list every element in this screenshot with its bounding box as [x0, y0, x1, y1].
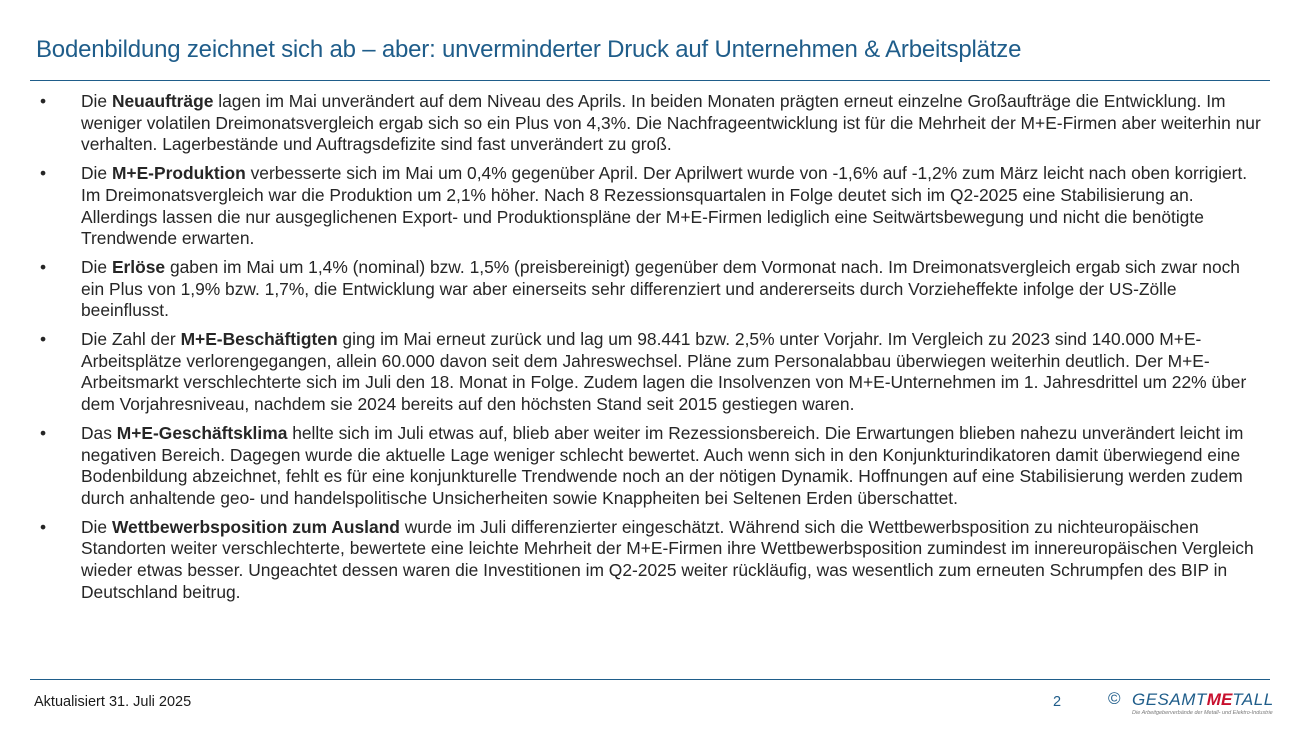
bullet-keyword: Wettbewerbsposition zum Ausland: [111, 516, 400, 537]
bullet-keyword: M+E-Geschäftsklima: [116, 422, 288, 443]
bullet-text: Die Wettbewerbsposition zum Ausland wurde im Juli differenzierter eingeschätzt. Während sich die Wettbewerbsposition zu nichteuropäischen Standorten weiter verschlechterte, bewertete eine leichte Mehrheit der M+E-Firmen ihre Wettbewerbsposition zumindest im innereuropäischen Vergleich wieder etwas besser. Ungeachtet dessen waren die Investitionen im Q2-2025 weiter rückläufig, was wesentlich zum erneuten Schrumpfen des BIP in Deutschland beitrug.: [81, 516, 1254, 602]
logo-wordmark: GESAMTMETALL: [1132, 690, 1274, 709]
bullet-keyword: Erlöse: [111, 256, 166, 277]
bullet-item-produktion: [36, 163, 1264, 250]
bullet-keyword: Neuaufträge: [111, 91, 214, 111]
bullet-keyword: M+E-Beschäftigten: [180, 329, 338, 350]
title-divider: [30, 80, 1270, 81]
footer-divider: [30, 679, 1270, 680]
bullet-marker: •: [40, 91, 47, 111]
bullet-item-beschaeftigte: [36, 329, 1264, 416]
gesamtmetall-logo: [1108, 688, 1278, 720]
bullet-text: Die M+E-Produktion verbesserte sich im Mai um 0,4% gegenüber April. Der Aprilwert wurde von -1,6% auf -1,2% zum März leicht nach oben korrigiert. Im Dreimonatsvergleich war die Produktion um 2,1% höher. Nach 8 Rezessionsquartalen in Folge deutet sich im Q2-2025 eine Stabilisierung an. Allerdings lassen die nur ausgeglichenen Export- und Produktionspläne der M+E-Firmen lediglich eine Seitwärtsbewegung und nicht die benötigte Trendwende erwarten.: [81, 163, 1248, 249]
bullet-marker: •: [40, 329, 47, 350]
bullet-text: Die Neuaufträge lagen im Mai unverändert auf dem Niveau des Aprils. In beiden Monaten prägten erneut einzelne Großaufträge die Entwicklung. Im weniger volatilen Dreimonatsvergleich ergab sich so ein Plus von 4,3%. Die Nachfrageentwicklung ist für die Mehrheit der M+E-Firmen aber weiterhin nur verhalten. Lagerbestände und Auftragsdefizite sind fast unverändert zu groß.: [81, 91, 1261, 155]
bullet-item-geschaeftsklima: [36, 423, 1264, 510]
bullet-text: Das M+E-Geschäftsklima hellte sich im Juli etwas auf, blieb aber weiter im Rezessionsbereich. Die Erwartungen blieben nahezu unverändert leicht im negativen Bereich. Dagegen wurde die aktuelle Lage weniger schlecht bewertet. Auch wenn sich in den Konjunkturindikatoren damit überwiegend eine Bodenbildung abzeichnet, fehlt es für eine konjunkturelle Trendwende noch an der nötigen Dynamik. Hoffnungen auf eine Stabilisierung werden zudem durch anhaltende geo- und handelspolitische Unsicherheiten sowie Knappheiten bei Seltenen Erden überschattet.: [81, 422, 1244, 508]
bullet-item-erloese: [36, 257, 1264, 322]
logo-tagline: Die Arbeitgeberverbände der Metall- und Elektro-Industrie: [1132, 710, 1273, 716]
bullet-marker: •: [40, 516, 47, 537]
slide-title: Bodenbildung zeichnet sich ab – aber: unverminderter Druck auf Unternehmen & Arbeitsplätze: [36, 36, 1022, 63]
bullet-keyword: M+E-Produktion: [111, 163, 246, 184]
bullet-text: Die Erlöse gaben im Mai um 1,4% (nominal) bzw. 1,5% (preisbereinigt) gegenüber dem Vormonat nach. Im Dreimonatsvergleich ergab sich zwar noch ein Plus von 1,9% bzw. 1,7%, die Entwicklung war aber einerseits sehr differenziert und andererseits durch Vorzieheffekte infolge der US-Zölle beeinflusst.: [81, 256, 1240, 321]
page-number: 2: [1053, 694, 1062, 710]
footer-date: Aktualisiert 31. Juli 2025: [34, 694, 192, 710]
bullet-item-wettbewerbsposition: [36, 517, 1264, 604]
bullet-list: [36, 91, 1264, 610]
bullet-marker: •: [40, 256, 47, 277]
bullet-marker: •: [40, 163, 47, 184]
bullet-marker: •: [40, 422, 47, 443]
bullet-item-neuauftraege: [36, 91, 1264, 156]
bullet-text: Die Zahl der M+E-Beschäftigten ging im Mai erneut zurück und lag um 98.441 bzw. 2,5% unter Vorjahr. Im Vergleich zu 2023 sind 140.000 M+E-Arbeitsplätze verlorengegangen, allein 60.000 davon seit dem Jahreswechsel. Pläne zum Personalabbau überwiegen weiterhin deutlich. Der M+E-Arbeitsmarkt verschlechterte sich im Juli den 18. Monat in Folge. Zudem lagen die Insolvenzen von M+E-Unternehmen im 1. Jahresdrittel um 22% über dem Vorjahresniveau, nachdem sie 2024 bereits auf den höchsten Stand seit 2015 gestiegen waren.: [81, 329, 1247, 415]
copyright-icon: ©: [1108, 689, 1121, 708]
